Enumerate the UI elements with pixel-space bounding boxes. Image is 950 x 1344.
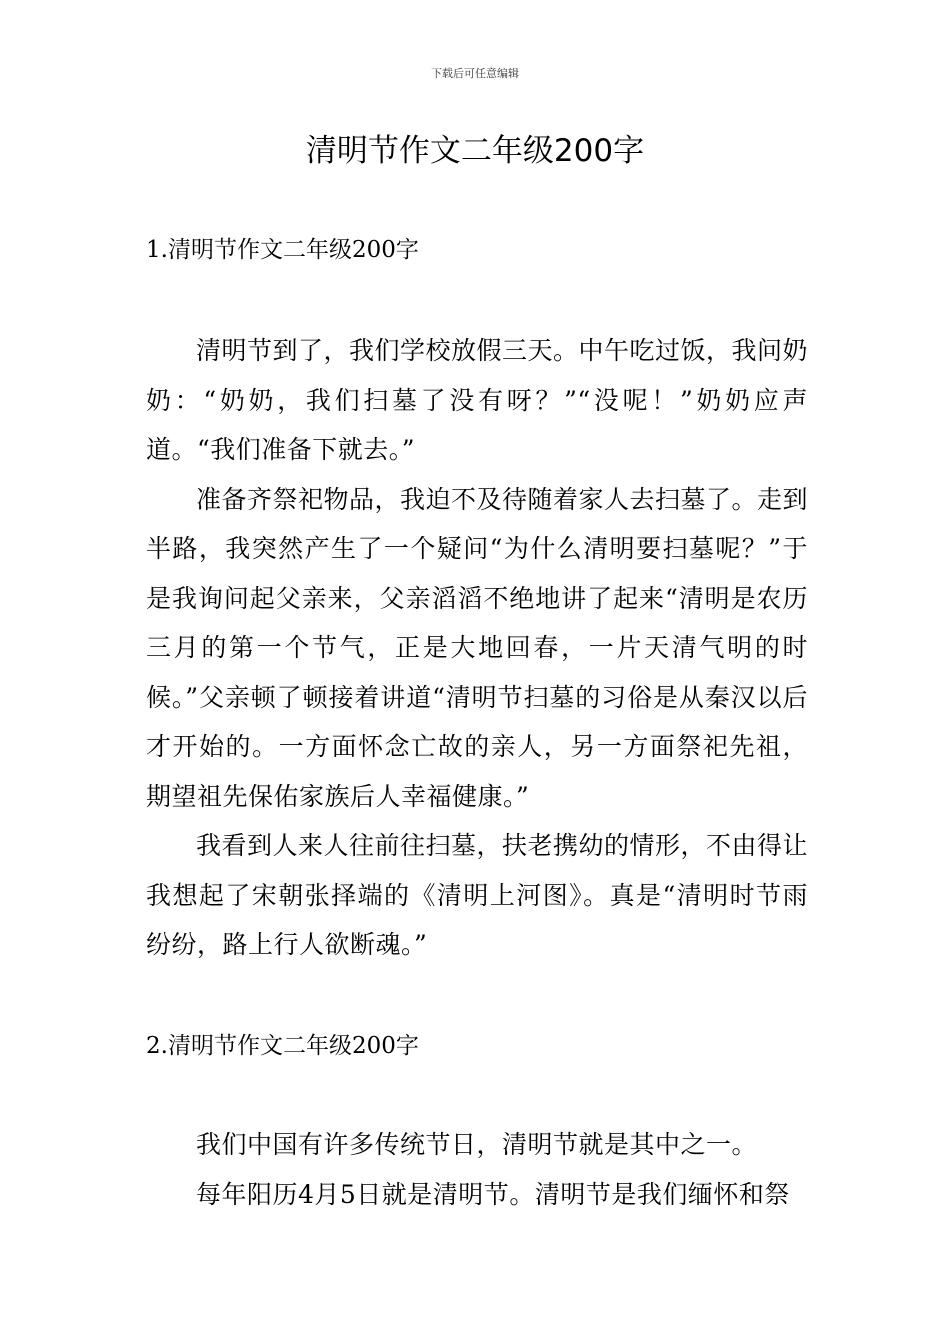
paragraph: 每年阳历4月5日就是清明节。清明节是我们缅怀和祭: [196, 1179, 790, 1209]
section-heading-1: 1.清明节作文二年级200字: [146, 237, 419, 263]
document-title: 清明节作文二年级200字: [305, 133, 645, 169]
paragraph: 我看到人来人往前往扫墓，扶老携幼的情形，不由得让我想起了宋朝张择端的《清明上河图》。真是“清明时节雨纷纷，路上行人欲断魂。”: [146, 831, 809, 959]
section-body-1: [146, 326, 808, 970]
section-body-2: [146, 1120, 808, 1219]
paragraph: 准备齐祭祀物品，我迫不及待随着家人去扫墓了。走到半路，我突然产生了一个疑问“为什么清明要扫墓呢？”于是我询问起父亲来，父亲滔滔不绝地讲了起来“清明是农历三月的第一个节气，正是大地回春，一片天清气明的时候。”父亲顿了顿接着讲道“清明节扫墓的习俗是从秦汉以后才开始的。一方面怀念亡故的亲人，另一方面祭祀先祖，期望祖先保佑家族后人幸福健康。”: [146, 484, 809, 811]
paragraph: 清明节到了，我们学校放假三天。中午吃过饭，我问奶奶：“奶奶，我们扫墓了没有呀？”“没呢！”奶奶应声道。“我们准备下就去。”: [146, 336, 809, 464]
header-note: 下载后可任意编辑: [431, 67, 519, 80]
section-heading-2: 2.清明节作文二年级200字: [146, 1033, 419, 1059]
paragraph: 我们中国有许多传统节日，清明节就是其中之一。: [196, 1130, 758, 1159]
